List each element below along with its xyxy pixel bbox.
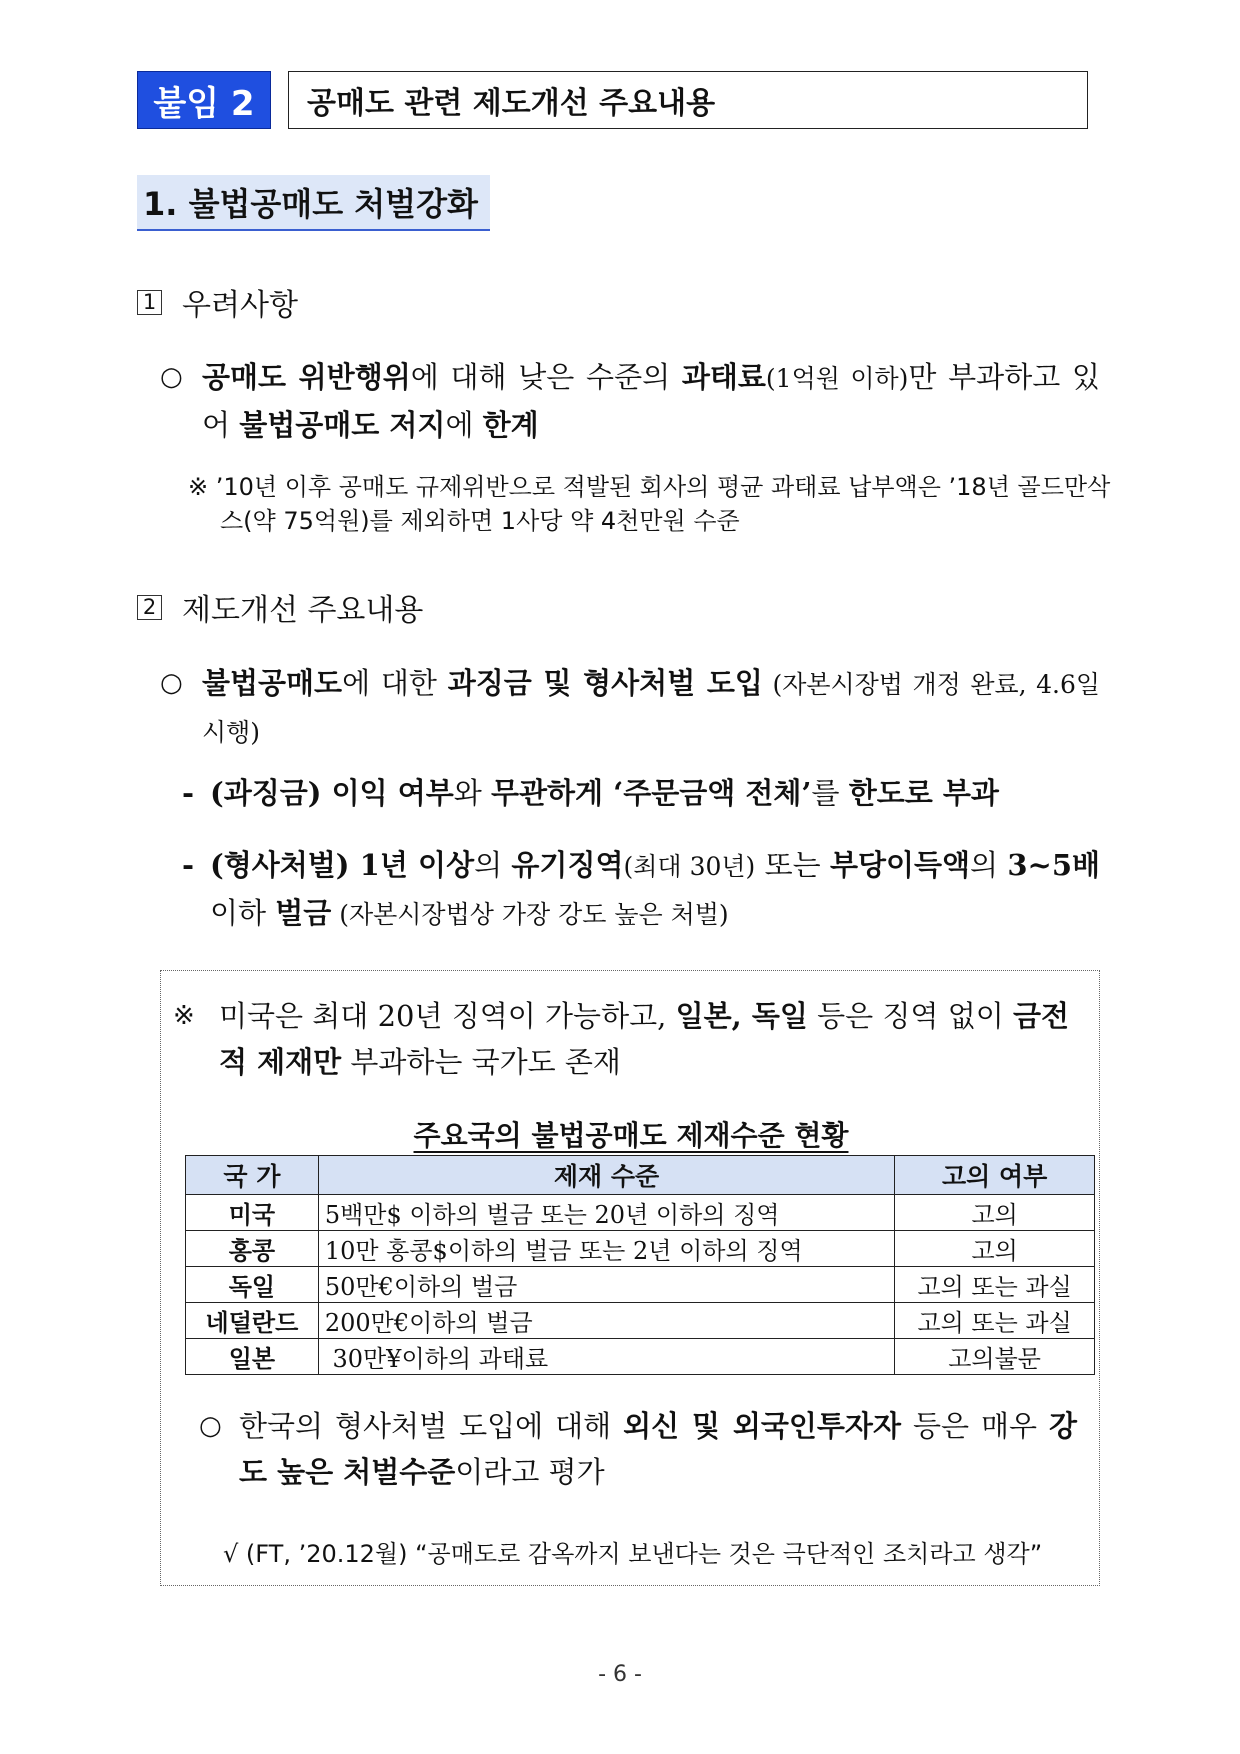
number-box: 1	[137, 290, 162, 315]
text-strong: 강도 높은 처벌수준	[239, 1409, 1077, 1489]
text: 등은 매우	[900, 1409, 1049, 1443]
cell-country: 홍콩	[186, 1231, 319, 1267]
cell-intent: 고의	[895, 1195, 1095, 1231]
bullet-circle: ○	[160, 668, 183, 698]
text-strong: 한도로 부과	[848, 776, 999, 810]
bullet-circle: ○	[199, 1411, 222, 1441]
ft-quote: √ (FT, ’20.12월) “공매도로 감옥까지 보낸다는 것은 극단적인 조치라고 생각”	[223, 1540, 1043, 1568]
subsection-2-title: 제도개선 주요내용	[182, 593, 424, 628]
attachment-tag: 붙임 2	[137, 71, 271, 129]
table-row	[186, 1339, 1095, 1375]
text-strong: 벌금	[275, 896, 332, 930]
text-small: (자본시장법상 가장 강도 높은 처벌)	[331, 900, 729, 929]
cell-intent: 고의 또는 과실	[895, 1303, 1095, 1339]
text-strong: 금전적 제재만	[219, 999, 1070, 1079]
cell-sanction: 5백만$ 이하의 벌금 또는 20년 이하의 징역	[318, 1195, 894, 1231]
text: 를	[811, 776, 849, 810]
text: 에 대한	[342, 666, 448, 700]
box-note	[173, 993, 1070, 1085]
cell-sanction: 50만€이하의 벌금	[318, 1267, 894, 1303]
text: 만 부과하고 있어	[202, 360, 1100, 442]
table-row	[186, 1267, 1095, 1303]
text: 부과하는 국가도 존재	[341, 1045, 621, 1079]
cell-intent: 고의 또는 과실	[895, 1267, 1095, 1303]
header-country: 국 가	[186, 1156, 319, 1195]
dash-mark: -	[182, 848, 195, 882]
number-box: 2	[137, 595, 162, 620]
text-strong: 불법공매도 저지	[239, 408, 446, 442]
bullet-improvement	[160, 660, 1101, 756]
text: 등은 징역 없이	[807, 999, 1013, 1033]
subsection-2-heading	[137, 585, 423, 629]
text-small: (1억원 이하)	[765, 364, 909, 393]
text-strong: (형사처벌) 1년 이상	[210, 848, 475, 882]
text-strong: 외신 및 외국인투자자	[623, 1409, 901, 1443]
text-strong: 부당이득액	[829, 848, 971, 882]
table-title: 주요국의 불법공매도 제재수준 현황	[413, 1119, 849, 1152]
text: 한국의 형사처벌 도입에 대해	[239, 1409, 624, 1443]
text-strong: 불법공매도	[202, 666, 343, 700]
text-small: (자본시장법 개정 완료, 4.6일 시행)	[202, 670, 1101, 747]
section-heading: 1. 불법공매도 처벌강화	[137, 175, 490, 231]
text-strong: 유기징역	[511, 848, 624, 882]
text: 에 대해 낮은 수준의	[410, 360, 682, 394]
box-bullet-evaluation	[199, 1403, 1077, 1495]
cell-country: 네덜란드	[186, 1303, 319, 1339]
sanctions-table	[185, 1155, 1095, 1375]
footnote-penalty: ※ ’10년 이후 공매도 규제위반으로 적발된 회사의 평균 과태료 납부액은 ’18년 골드만삭스(약 75억원)를 제외하면 1사당 약 4천만원 수준	[188, 473, 1111, 535]
text-strong: (과징금) 이익 여부	[210, 776, 454, 810]
cell-country: 미국	[186, 1195, 319, 1231]
text-strong: 한계	[482, 408, 539, 442]
dash-mark: -	[182, 776, 195, 810]
bullet-concern	[160, 354, 1100, 448]
text: 에	[445, 408, 483, 442]
page-title: 공매도 관련 제도개선 주요내용	[288, 71, 1088, 129]
text: 의	[474, 848, 512, 882]
text: 이라고 평가	[455, 1455, 605, 1489]
text-strong: 일본, 독일	[675, 999, 808, 1033]
table-row	[186, 1303, 1095, 1339]
dash-fine	[182, 770, 1100, 816]
text: 의	[970, 848, 1008, 882]
table-header-row	[186, 1156, 1095, 1195]
cell-country: 일본	[186, 1339, 319, 1375]
text: 와	[453, 776, 491, 810]
subsection-1-heading	[137, 280, 298, 324]
text-small: (최대 30년)	[623, 852, 756, 881]
text-strong: 공매도 위반행위	[202, 360, 411, 394]
bullet-circle: ○	[160, 362, 183, 392]
header-intent: 고의 여부	[895, 1156, 1095, 1195]
cell-intent: 고의	[895, 1231, 1095, 1267]
comparison-box	[160, 970, 1100, 1586]
text: 이하	[210, 896, 276, 930]
cell-country: 독일	[186, 1267, 319, 1303]
table-row	[186, 1231, 1095, 1267]
note-mark: ※	[173, 1001, 195, 1031]
cell-sanction: 10만 홍콩$이하의 벌금 또는 2년 이하의 징역	[318, 1231, 894, 1267]
text-strong: 과태료	[681, 360, 766, 394]
cell-intent: 고의불문	[895, 1339, 1095, 1375]
cell-sanction: 30만¥이하의 과태료	[318, 1339, 894, 1375]
text-strong: 과징금 및 형사처벌 도입	[447, 666, 763, 700]
dash-criminal	[182, 842, 1101, 938]
table-row	[186, 1195, 1095, 1231]
header-sanction: 제재 수준	[318, 1156, 894, 1195]
cell-sanction: 200만€이하의 벌금	[318, 1303, 894, 1339]
text: 또는	[755, 848, 830, 882]
page-number: - 6 -	[598, 1662, 642, 1687]
text: 미국은 최대 20년 징역이 가능하고,	[219, 999, 676, 1033]
subsection-1-title: 우려사항	[182, 288, 298, 323]
text-strong: 3~5배	[1007, 848, 1101, 882]
text-strong: 무관하게 ‘주문금액 전체’	[490, 776, 812, 810]
